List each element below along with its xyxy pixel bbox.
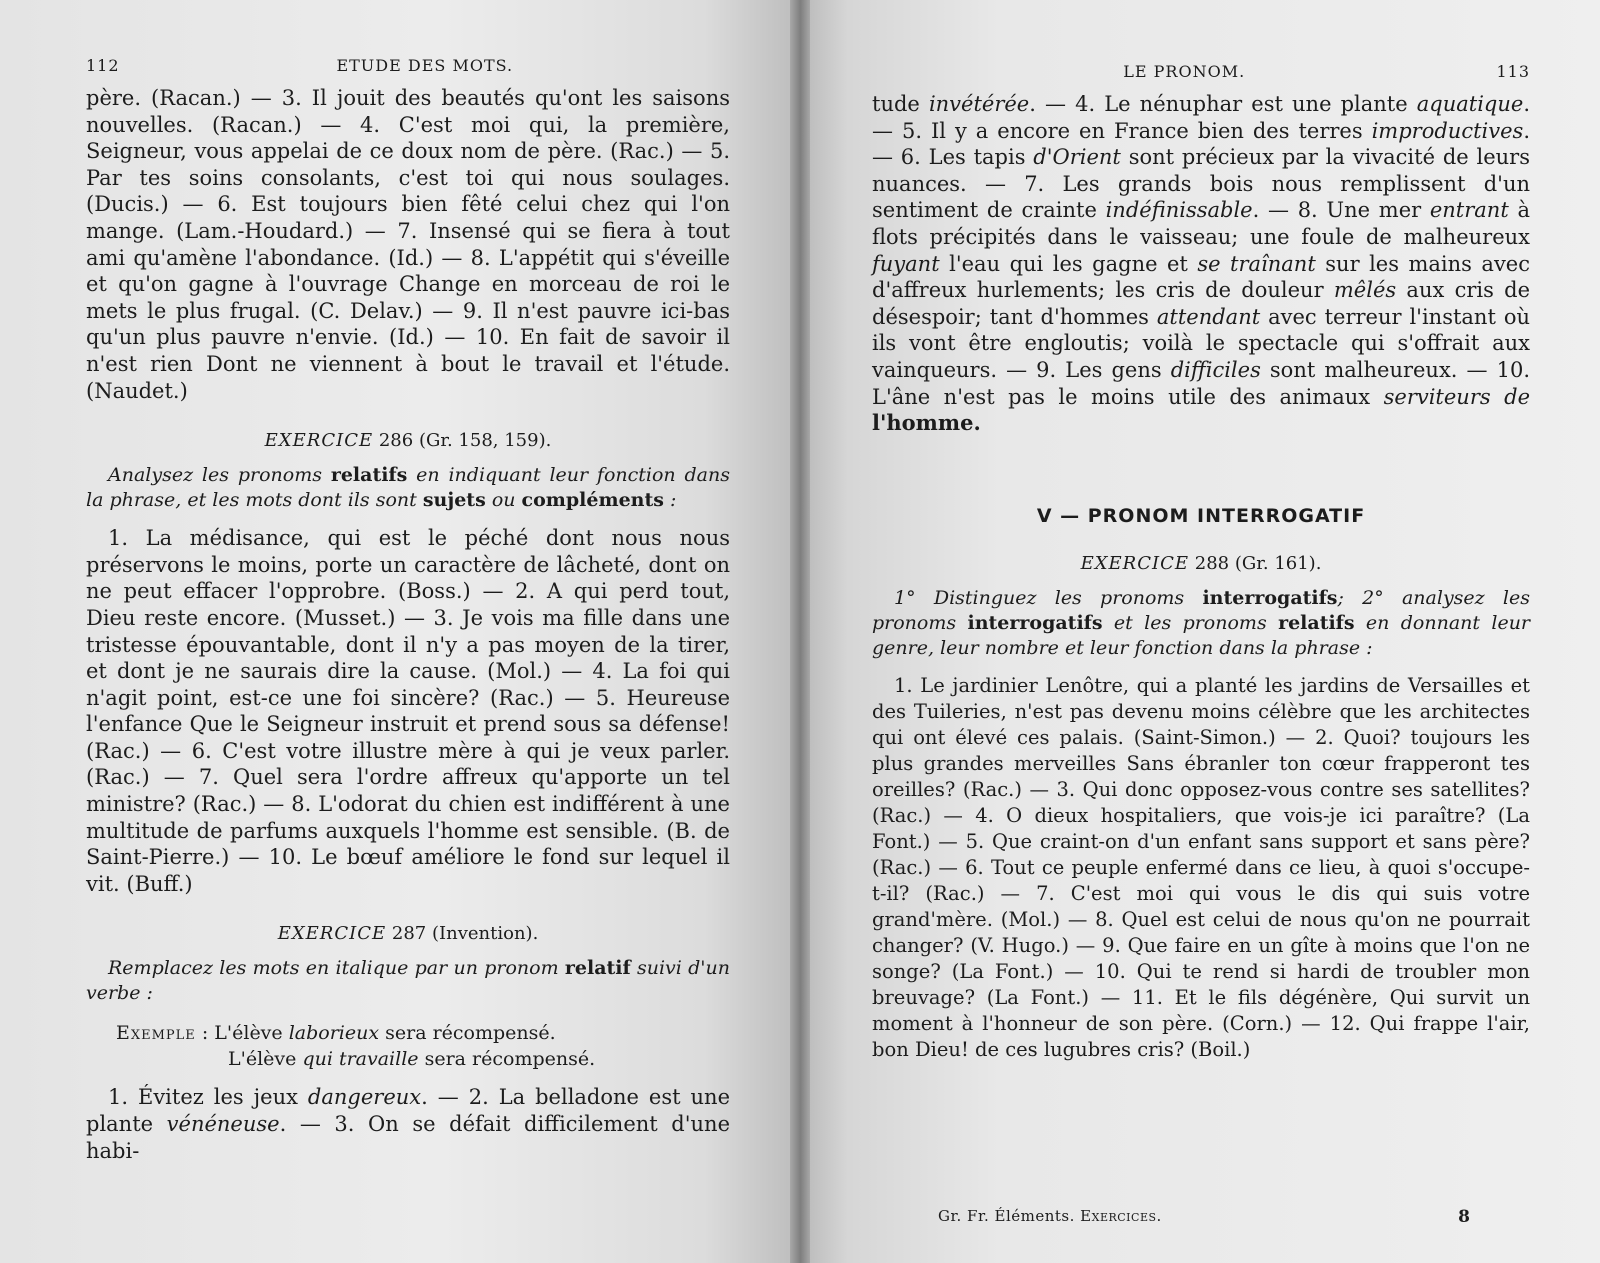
- exercise-286-text: 1. La médisance, qui est le péché dont nous nous préservons le moins, porte un caractère de lâcheté, dont on ne peut effacer l'opprobre. (Boss.) — 2. A qui perd tout, Dieu reste encore. (Musset.) — 3. Je vois ma fille dans une tristesse épouvantable, dont il n'y a pas moyen de la tirer, et dont je ne saurais dire la cause. (Mol.) — 4. La foi qui n'agit point, est-ce une foi sincère? (Rac.) — 5. Heureuse l'enfance Que le Seigneur instruit et prend sous sa défense! (Rac.) — 6. C'est votre illustre mère à qui je veux parler. (Rac.) — 7. Quel sera l'ordre affreux qu'apporte un tel ministre? (Rac.) — 8. L'odorat du chien est indifférent à une multitude de parfums auxquels l'homme est sensible. (B. de Saint-Pierre.) — 10. Le bœuf améliore le fond sur lequel il vit. (Buff.): [86, 526, 730, 896]
- r-p4: . — 6. Les tapis: [872, 118, 1530, 170]
- r-p12: sont malheureux. — 10. L'âne n'est pas le moins utile des animaux: [872, 357, 1530, 409]
- r-p3-italic: improductives: [1371, 118, 1524, 143]
- exercise-286-instructions: [86, 463, 730, 513]
- ex286-instr-2: en indiquant leur fonction dans la phrase, et les mots dont ils sont: [86, 464, 730, 512]
- r-p8: l'eau qui les gagne et: [939, 251, 1198, 276]
- ex288-instr-3: et les pronoms: [1113, 611, 1267, 634]
- r-p11: avec terreur l'instant où ils vont être engloutis; voilà le spectacle qui s'offrait aux vainqueurs. — 9. Les gens: [872, 304, 1530, 382]
- example-1-a: L'élève: [214, 1022, 289, 1045]
- exercise-287-text: [86, 1084, 730, 1164]
- r-p5-italic: indéfinissable: [1105, 198, 1253, 223]
- r-p8-italic: se traînant: [1197, 251, 1316, 276]
- footer-signature: [872, 1207, 1162, 1227]
- r-p12-italic: serviteurs de: [1383, 384, 1531, 409]
- r-p4-italic: d'Orient: [1033, 145, 1121, 170]
- ex287-t2-italic: vénéneuse: [166, 1112, 280, 1137]
- ex286-instr-3: ou: [491, 489, 516, 512]
- signature-number: 8: [1458, 1207, 1470, 1227]
- exercise-287-heading: [86, 923, 730, 944]
- ex288-instr-1: 1° Distinguez les pronoms: [894, 586, 1185, 609]
- left-running-title: ETUDE DES MOTS.: [336, 56, 514, 75]
- r-p5: sont précieux par la vivacité de leurs nuances. — 7. Les grands bois nous remplissent d'un sentiment de crainte: [872, 145, 1530, 223]
- ex287-instr-2: suivi d'un verbe :: [86, 957, 730, 1005]
- r-p9: sur les mains avec d'affreux hurlements; les cris de douleur: [872, 251, 1531, 303]
- r-p2-italic: aquatique: [1416, 92, 1524, 116]
- ex286-instr-bold-3: compléments: [521, 489, 664, 512]
- exercise-288-number: 288: [1194, 552, 1230, 574]
- page-footer: [872, 1207, 1530, 1227]
- ex286-instr-bold-1: relatifs: [330, 464, 408, 487]
- ex288-instr-bold-2: interrogatifs: [967, 611, 1103, 634]
- r-p2: . — 4. Le nénuphar est une plante: [1029, 92, 1417, 116]
- r-p7: à flots précipités dans le vaisseau; une foule de malheureux: [872, 198, 1530, 249]
- exercise-286-label: EXERCICE: [264, 430, 374, 452]
- ex286-instr-bold-2: sujets: [422, 489, 486, 512]
- r-p6: . — 8. Une mer: [1252, 198, 1430, 223]
- ex288-instr-2: ; 2° analysez les pronoms: [872, 586, 1530, 634]
- r-p7-italic: fuyant: [872, 251, 940, 276]
- example-2-b: sera récompensé.: [418, 1048, 596, 1071]
- exercise-287-example: [116, 1020, 730, 1072]
- exercise-288-heading: [872, 553, 1530, 574]
- exercise-288-label: EXERCICE: [1080, 552, 1190, 574]
- r-p1: tude: [872, 92, 929, 116]
- ex288-instr-bold-1: interrogatifs: [1202, 586, 1338, 609]
- ex287-instr-bold-1: relatif: [564, 957, 631, 980]
- example-2-a: L'élève: [228, 1048, 303, 1071]
- right-page-number: 113: [1496, 62, 1530, 81]
- right-running-title: LE PRONOM.: [1123, 62, 1246, 81]
- exercise-287-label: EXERCICE: [277, 923, 387, 945]
- r-p13: l'homme.: [872, 410, 981, 436]
- example-2-italic: qui travaille: [302, 1048, 419, 1071]
- section-title: V — PRONOM INTERROGATIF: [1036, 504, 1366, 527]
- r-p9-italic: mêlés: [1333, 278, 1397, 303]
- ex287-instr-1: Remplacez les mots en italique par un pronom: [108, 957, 559, 980]
- footer-text-a: Gr. Fr. Éléments.: [938, 1207, 1075, 1225]
- r-p11-italic: difficiles: [1170, 357, 1261, 382]
- right-running-head: [872, 62, 1530, 81]
- ex286-instr-4: :: [670, 489, 677, 512]
- r-p6-italic: entrant: [1429, 198, 1509, 223]
- right-continuation-text: [872, 91, 1530, 437]
- r-p1-italic: invétérée: [928, 92, 1030, 116]
- r-p10: aux cris de désespoir; tant d'hommes: [872, 278, 1531, 329]
- exercise-286-number: 286: [378, 430, 414, 452]
- example-sep: :: [195, 1022, 215, 1045]
- exercise-288-ref: (Gr. 161).: [1234, 552, 1322, 574]
- ex287-t1-italic: dangereux: [307, 1085, 422, 1110]
- ex286-instr-1: Analysez les pronoms: [108, 464, 322, 487]
- left-running-head: [86, 56, 730, 75]
- r-p3: . — 5. Il y a encore en France bien des terres: [872, 92, 1530, 143]
- example-line-2: [116, 1046, 730, 1072]
- exercise-287-ref: (Invention).: [431, 923, 539, 945]
- exercise-286-heading: [86, 430, 730, 451]
- ex288-instr-bold-3: relatifs: [1278, 611, 1355, 634]
- footer-text-b: Exercices.: [1080, 1207, 1162, 1225]
- r-p10-italic: attendant: [1156, 304, 1261, 329]
- left-continuation-text: père. (Racan.) — 3. Il jouit des beautés qu'ont les saisons nouvelles. (Racan.) — 4. C'est moi qui, la première, Seigneur, vous appelai de ce doux nom de père. (Rac.) — 5. Par tes soins consolants, c'est toi qui nous soulages. (Ducis.) — 6. Est toujours bien fêté celui chez qui l'on mange. (Lam.-Houdard.) — 7. Insensé qui se fiera à tout ami qu'amène l'abondance. (Id.) — 8. L'appétit qui s'éveille et qu'on gagne à l'ouvrage Change en morceau de roi le mets le plus frugal. (C. Delav.) — 9. Il n'est pauvre ici-bas qu'un plus pauvre n'envie. (Id.) — 10. En fait de savoir il n'est rien Dont ne viennent à bout le travail et l'étude. (Naudet.): [86, 86, 730, 403]
- example-1-b: sera récompensé.: [379, 1022, 556, 1045]
- exercise-287-number: 287: [391, 923, 427, 945]
- ex288-instr-4: en donnant leur genre, leur nombre et leur fonction dans la phrase :: [872, 611, 1531, 659]
- example-line-1: [116, 1020, 730, 1046]
- ex287-t1: 1. Évitez les jeux: [108, 1085, 308, 1110]
- left-page-number: 112: [86, 56, 120, 75]
- exercise-286-ref: (Gr. 158, 159).: [418, 430, 552, 452]
- example-1-italic: laborieux: [288, 1022, 380, 1045]
- right-page: [800, 0, 1600, 1263]
- exercise-287-instructions: [86, 956, 730, 1006]
- ex287-t2: . — 2. La belladone est une plante: [86, 1085, 730, 1137]
- exercise-288-text: 1. Le jardinier Lenôtre, qui a planté les jardins de Versailles et des Tuileries, n'est pas devenu moins célèbre que les architectes qui ont élevé ces palais. (Saint-Simon.) — 2. Quoi? toujours les plus grandes merveilles Sans ébranler ton cœur frapperont tes oreilles? (Rac.) — 3. Qui donc opposez-vous contre ses satellites? (Rac.) — 4. O dieux hospitaliers, que vois-je ici paraître? (La Font.) — 5. Que craint-on d'un enfant sans support et sans père? (Rac.) — 6. Tout ce peuple enfermé dans ce lieu, à quoi s'occupe-t-il? (Rac.) — 7. C'est moi qui vous le dis qui suis votre grand'mère. (Mol.) — 8. Quel est celui de nous qu'on ne pourrait changer? (V. Hugo.) — 9. Que faire en un gîte à moins que l'on ne songe? (La Font.) — 10. Qui te rend si hardi de troubler mon breuvage? (La Font.) — 11. Et le fils dégénère, Qui survit un moment à l'honneur de son père. (Corn.) — 12. Qui frappe l'air, bon Dieu! de ces lugubres cris? (Boil.): [872, 673, 1530, 1061]
- example-key: Exemple: [116, 1022, 196, 1045]
- ex287-t3: . — 3. On se défait difficilement d'une habi-: [86, 1112, 730, 1163]
- exercise-288-instructions: [872, 586, 1530, 661]
- book-gutter: [790, 0, 810, 1263]
